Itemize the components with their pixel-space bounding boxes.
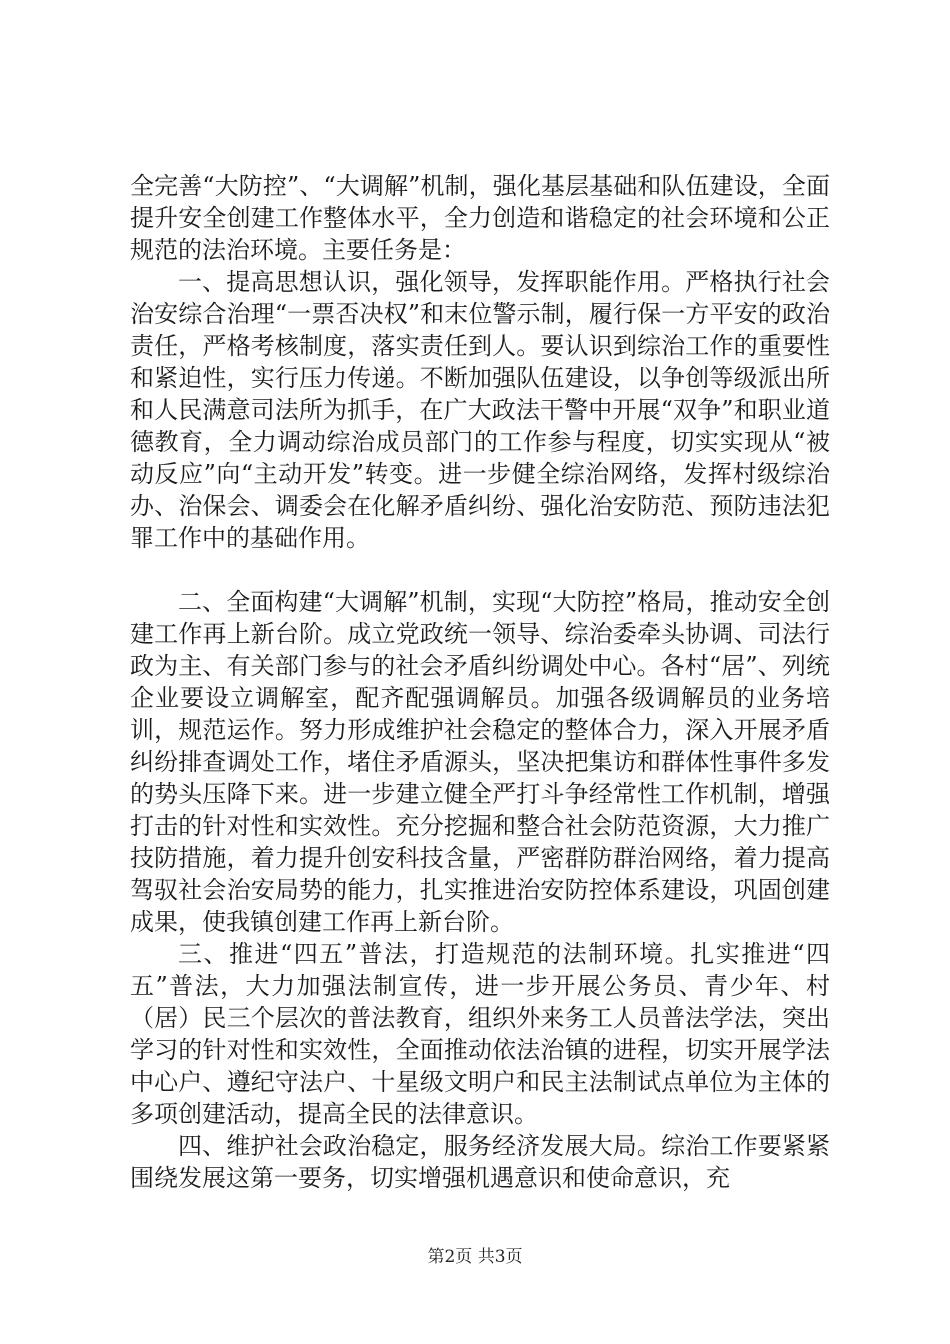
page-footer: 第2页 共3页 xyxy=(427,1247,523,1267)
paragraph-task-1: 一、提高思想认识，强化领导，发挥职能作用。严格执行社会治安综合治理“一票否决权”和末位警示制，履行保一方平安的政治责任，严格考核制度，落实责任到人。要认识到综治工作的重要性和紧迫性，实行压力传递。不断加强队伍建设，以争创等级派出所和人民满意司法所为抓手，在广大政法干警中开展“双争”和职业道德教育，全力调动综治成员部门的工作参与程度，切实实现从“被动反应”向“主动开发”转变。进一步健全综治网络，发挥村级综治办、治保会、调委会在化解矛盾纠纷、强化治安防范、预防违法犯罪工作中的基础作用。 xyxy=(130,268,830,552)
paragraph-task-3: 三、推进“四五”普法，打造规范的法制环境。扎实推进“四五”普法，大力加强法制宣传，进一步开展公务员、青少年、村（居）民三个层次的普法教育，组织外来务工人员普法学法，突出学习的针对性和实效性，全面推动依法治镇的进程，切实开展学法中心户、遵纪守法户、十星级文明户和民主法制试点单位为主体的多项创建活动，提高全民的法律意识。 xyxy=(130,940,830,1128)
document-body xyxy=(130,170,830,1194)
paragraph-continuation: 全完善“大防控”、“大调解”机制，强化基层基础和队伍建设，全面提升安全创建工作整体水平，全力创造和谐稳定的社会环境和公正规范的法治环境。主要任务是： xyxy=(130,172,830,264)
paragraph-task-2: 二、全面构建“大调解”机制，实现“大防控”格局，推动安全创建工作再上新台阶。成立党政统一领导、综治委牵头协调、司法行政为主、有关部门参与的社会矛盾纠纷调处中心。各村“居”、列统企业要设立调解室，配齐配强调解员。加强各级调解员的业务培训，规范运作。努力形成维护社会稳定的整体合力，深入开展矛盾纠纷排查调处工作，堵住矛盾源头，坚决把集访和群体性事件多发的势头压降下来。进一步建立健全严打斗争经常性工作机制，增强打击的针对性和实效性。充分挖掘和整合社会防范资源，大力推广技防措施，着力提升创安科技含量，严密群防群治网络，着力提高驾驭社会治安局势的能力，扎实推进治安防控体系建设，巩固创建成果，使我镇创建工作再上新台阶。 xyxy=(130,588,830,936)
paragraph-task-4: 四、维护社会政治稳定，服务经济发展大局。综治工作要紧紧围绕发展这第一要务，切实增强机遇意识和使命意识，充 xyxy=(130,1132,830,1192)
